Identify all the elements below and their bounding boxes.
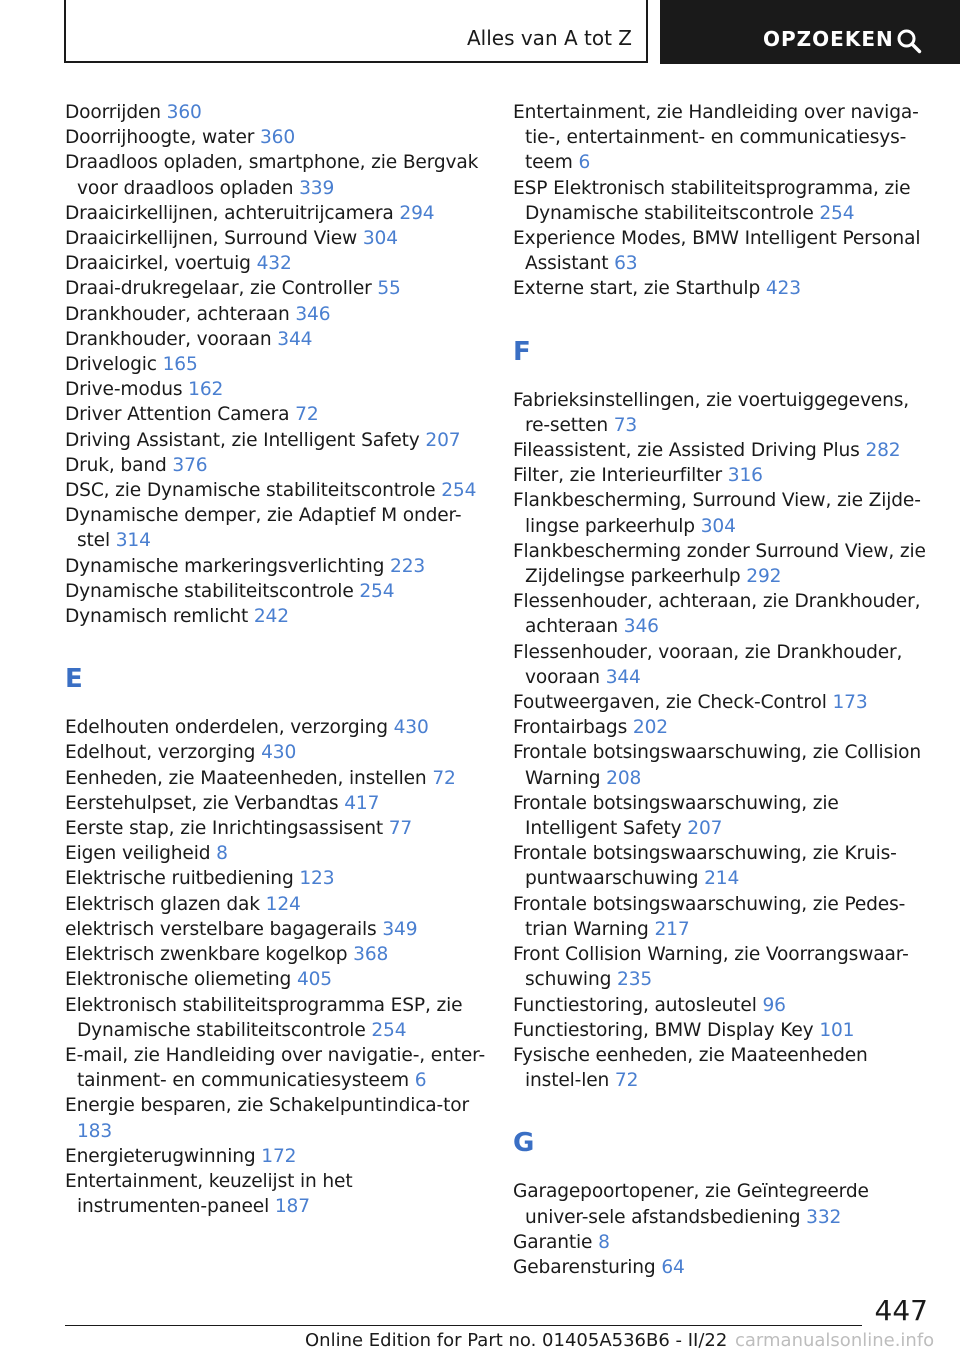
page-link[interactable]: 162 bbox=[188, 379, 224, 401]
page-link[interactable]: 405 bbox=[296, 969, 332, 991]
index-entry-term: Drankhouder, vooraan bbox=[65, 328, 278, 350]
page-link[interactable]: 282 bbox=[865, 440, 901, 462]
index-entry bbox=[513, 438, 928, 463]
page-link[interactable]: 208 bbox=[606, 767, 642, 789]
index-entry-term: Dynamische markeringsverlichting bbox=[65, 555, 391, 577]
index-entry bbox=[65, 503, 485, 553]
page-link[interactable]: 63 bbox=[614, 253, 638, 275]
index-entry-term: Gebarensturing bbox=[513, 1256, 662, 1278]
index-entry bbox=[65, 740, 485, 765]
index-entry bbox=[65, 1093, 485, 1143]
index-entry-term: Elektrisch glazen dak bbox=[65, 893, 266, 915]
index-entry-term: Driver Attention Camera bbox=[65, 404, 296, 426]
index-entry-term: Drivelogic bbox=[65, 354, 163, 376]
index-entry-term: Garagepoortopener, zie Geïntegreerde univer-sele afstandsbediening bbox=[513, 1181, 869, 1228]
index-column-left bbox=[65, 100, 485, 1219]
page-link[interactable]: 73 bbox=[613, 414, 638, 436]
index-entry-term: Elektronische oliemeting bbox=[65, 969, 297, 991]
index-entry-term: Draaicirkellijnen, Surround View bbox=[65, 228, 363, 250]
page-link[interactable]: 417 bbox=[344, 792, 380, 814]
index-entry bbox=[65, 100, 485, 125]
index-entry-term: Fabrieksinstellingen, zie voertuiggegevens, re-setten bbox=[513, 389, 910, 436]
index-entry bbox=[65, 1144, 485, 1169]
index-entry-term: Drankhouder, achteraan bbox=[65, 303, 296, 325]
index-entry bbox=[513, 740, 928, 790]
index-entry-term: elektrisch verstelbare bagagerails bbox=[65, 918, 383, 940]
search-label: OPZOEKEN bbox=[763, 27, 894, 51]
index-entry-term: Flankbescherming, Surround View, zie Zijde-lingse parkeerhulp bbox=[513, 490, 921, 537]
index-entry-term: Draadloos opladen, smartphone, zie Bergvak voor draadloos opladen bbox=[65, 152, 479, 199]
index-entry-term: Entertainment, zie Handleiding over naviga-tie-, entertainment- en communicatiesys-teem bbox=[513, 102, 919, 174]
page-link[interactable]: 217 bbox=[654, 918, 690, 940]
page-link[interactable]: 64 bbox=[661, 1256, 685, 1278]
page-link[interactable]: 123 bbox=[299, 868, 335, 890]
index-entry-term: Dynamische stabiliteitscontrole bbox=[65, 580, 360, 602]
page-link[interactable]: 360 bbox=[166, 102, 202, 123]
page-link[interactable]: 376 bbox=[172, 454, 208, 476]
page-link[interactable]: 349 bbox=[382, 918, 418, 940]
index-entry-term: E-mail, zie Handleiding over navigatie-, enter-tainment- en communicatiesysteem bbox=[65, 1044, 486, 1092]
page-link[interactable]: 339 bbox=[299, 177, 335, 199]
page-link[interactable]: 77 bbox=[388, 818, 413, 840]
index-entry bbox=[513, 791, 928, 841]
page-link[interactable]: 72 bbox=[614, 1070, 639, 1092]
page-link[interactable]: 432 bbox=[256, 253, 292, 275]
index-entry bbox=[65, 993, 485, 1043]
index-entry bbox=[513, 715, 928, 740]
section-tab[interactable] bbox=[64, 0, 648, 63]
index-entry bbox=[65, 1169, 485, 1219]
page-link[interactable]: 346 bbox=[295, 303, 331, 325]
page-link[interactable]: 368 bbox=[353, 944, 389, 966]
index-entry bbox=[513, 892, 928, 942]
page-link[interactable]: 55 bbox=[377, 278, 401, 300]
index-entry bbox=[65, 967, 485, 992]
page-link[interactable]: 314 bbox=[115, 530, 151, 552]
index-entry bbox=[513, 463, 928, 488]
index-entry bbox=[65, 125, 485, 150]
index-entry bbox=[513, 589, 928, 639]
index-entry bbox=[513, 1018, 928, 1043]
index-entry-term: Doorrijhoogte, water bbox=[65, 127, 260, 149]
index-entry-term: Draaicirkel, voertuig bbox=[65, 253, 257, 275]
index-entry-term: Garantie bbox=[513, 1231, 599, 1253]
page-link[interactable]: 6 bbox=[578, 152, 591, 174]
page-link[interactable]: 6 bbox=[414, 1070, 427, 1092]
page-link[interactable]: 242 bbox=[253, 606, 289, 628]
index-entry-term: Functiestoring, BMW Display Key bbox=[513, 1019, 820, 1041]
index-entry bbox=[513, 1230, 928, 1255]
index-entry bbox=[65, 251, 485, 276]
index-entry-term: ESP Elektronisch stabiliteitsprogramma, zie Dynamische stabiliteitscontrole bbox=[513, 177, 911, 224]
index-entry bbox=[65, 579, 485, 604]
index-entry bbox=[65, 917, 485, 942]
index-entry-term: Flankbescherming zonder Surround View, zie Zijdelingse parkeerhulp bbox=[513, 540, 926, 588]
page-link[interactable]: 207 bbox=[425, 429, 461, 451]
index-entry bbox=[65, 276, 485, 301]
index-entry-term: Elektrisch zwenkbare kogelkop bbox=[65, 944, 354, 966]
index-entry bbox=[513, 993, 928, 1018]
index-entry-term: Edelhouten onderdelen, verzorging bbox=[65, 717, 394, 739]
index-entry-term: Eerstehulpset, zie Verbandtas bbox=[65, 792, 345, 814]
page-link[interactable]: 360 bbox=[260, 127, 296, 149]
index-entry bbox=[65, 942, 485, 967]
index-entry-term: Frontale botsingswaarschuwing, zie Intelligent Safety bbox=[513, 792, 839, 840]
page-link[interactable]: 254 bbox=[441, 480, 477, 502]
index-entry-term: Frontale botsingswaarschuwing, zie Collision Warning bbox=[513, 742, 921, 789]
page-link[interactable]: 332 bbox=[806, 1206, 842, 1228]
index-entry bbox=[65, 402, 485, 427]
index-entry-term: Eigen veiligheid bbox=[65, 843, 217, 865]
page-link[interactable]: 101 bbox=[819, 1019, 855, 1041]
index-entry bbox=[513, 176, 928, 226]
index-entry bbox=[65, 302, 485, 327]
page-link[interactable]: 8 bbox=[216, 843, 228, 865]
index-entry-term: Eerste stap, zie Inrichtingsassisent bbox=[65, 818, 389, 840]
index-entry-term: Edelhout, verzorging bbox=[65, 742, 262, 764]
index-letter-heading: E bbox=[65, 664, 83, 695]
footer-watermark: carmanualsonline.info bbox=[735, 1330, 935, 1351]
footer-edition: Online Edition for Part no. 01405A536B6 - II/22 bbox=[305, 1330, 728, 1351]
index-entry bbox=[513, 488, 928, 538]
index-entry bbox=[65, 428, 485, 453]
index-entry bbox=[65, 866, 485, 891]
index-entry bbox=[513, 100, 928, 176]
page-link[interactable]: 344 bbox=[605, 666, 641, 688]
page-link[interactable]: 430 bbox=[261, 742, 297, 764]
index-entry bbox=[513, 1043, 928, 1093]
page-link[interactable]: 96 bbox=[762, 994, 786, 1016]
index-entry bbox=[65, 150, 485, 200]
page-link[interactable]: 124 bbox=[265, 893, 301, 915]
page-link[interactable]: 214 bbox=[704, 868, 740, 890]
page-link[interactable]: 292 bbox=[746, 566, 782, 588]
index-entry bbox=[513, 1255, 928, 1280]
index-entry-term: Fileassistent, zie Assisted Driving Plus bbox=[513, 440, 866, 462]
index-entry-term: Filter, zie Interieurfilter bbox=[513, 465, 728, 487]
page-link[interactable]: 254 bbox=[371, 1019, 407, 1041]
index-entry bbox=[513, 640, 928, 690]
index-entry bbox=[65, 226, 485, 251]
index-entry bbox=[65, 554, 485, 579]
index-entry-term: Energie besparen, zie Schakelpuntindica-tor bbox=[65, 1095, 469, 1117]
index-entry bbox=[65, 766, 485, 791]
index-entry-term: Externe start, zie Starthulp bbox=[513, 278, 766, 300]
index-entry bbox=[65, 478, 485, 503]
page-link[interactable]: 165 bbox=[162, 354, 198, 376]
index-entry bbox=[65, 715, 485, 740]
page-link[interactable]: 346 bbox=[623, 616, 659, 638]
search-icon bbox=[896, 28, 922, 54]
index-entry bbox=[513, 388, 928, 438]
index-entry bbox=[513, 226, 928, 276]
index-entry-term: Foutweergaven, zie Check-Control bbox=[513, 692, 833, 714]
page-link[interactable]: 72 bbox=[295, 404, 319, 426]
index-entry bbox=[65, 352, 485, 377]
index-entry bbox=[513, 841, 928, 891]
page-link[interactable]: 207 bbox=[687, 818, 723, 840]
page-link[interactable]: 187 bbox=[274, 1196, 310, 1218]
index-entry bbox=[65, 841, 485, 866]
page-link[interactable]: 254 bbox=[359, 580, 395, 602]
index-entry-term: Elektrische ruitbediening bbox=[65, 868, 300, 890]
index-entry bbox=[65, 816, 485, 841]
index-letter-heading: F bbox=[513, 336, 531, 367]
page-link[interactable]: 173 bbox=[832, 692, 868, 714]
page-link[interactable]: 172 bbox=[261, 1145, 297, 1167]
page-link[interactable]: 223 bbox=[390, 555, 426, 577]
index-entry bbox=[65, 327, 485, 352]
page-link[interactable]: 423 bbox=[765, 278, 801, 300]
index-entry bbox=[65, 791, 485, 816]
index-entry bbox=[513, 690, 928, 715]
page-number: 447 bbox=[874, 1294, 928, 1327]
index-entry-term: Fysische eenheden, zie Maateenheden instel-len bbox=[513, 1044, 868, 1092]
index-entry-term: Flessenhouder, vooraan, zie Drankhouder, vooraan bbox=[513, 641, 903, 688]
index-entry bbox=[65, 892, 485, 917]
index-entry bbox=[513, 539, 928, 589]
index-entry bbox=[513, 942, 928, 992]
index-entry-term: Doorrijden bbox=[65, 102, 167, 123]
index-entry bbox=[65, 604, 485, 629]
page-link[interactable]: 72 bbox=[432, 767, 456, 789]
index-entry-term: Draaicirkellijnen, achteruitrijcamera bbox=[65, 202, 400, 224]
page-link[interactable]: 8 bbox=[598, 1231, 610, 1253]
index-entry bbox=[513, 276, 928, 301]
index-entry-term: Dynamisch remlicht bbox=[65, 606, 254, 628]
index-entry-term: Functiestoring, autosleutel bbox=[513, 994, 763, 1016]
index-entry-term: Frontairbags bbox=[513, 717, 633, 739]
index-entry-term: Front Collision Warning, zie Voorrangswaar-schuwing bbox=[513, 944, 909, 991]
index-entry-term: Druk, band bbox=[65, 454, 173, 476]
index-entry-term: Drive-modus bbox=[65, 379, 189, 401]
page-link[interactable]: 304 bbox=[362, 228, 398, 250]
page-link[interactable]: 344 bbox=[277, 328, 313, 350]
index-entry-term: Dynamische demper, zie Adaptief M onder-stel bbox=[65, 505, 462, 552]
index-entry bbox=[65, 453, 485, 478]
page-link[interactable]: 235 bbox=[617, 969, 653, 991]
page-link[interactable]: 254 bbox=[819, 202, 855, 224]
page-link[interactable]: 430 bbox=[393, 717, 429, 739]
index-entry-term: Energieterugwinning bbox=[65, 1145, 262, 1167]
index-entry bbox=[513, 1179, 928, 1229]
index-entry-term: Driving Assistant, zie Intelligent Safety bbox=[65, 429, 426, 451]
index-entry bbox=[65, 201, 485, 226]
page-link[interactable]: 294 bbox=[399, 202, 435, 224]
page-link[interactable]: 316 bbox=[727, 465, 763, 487]
index-entry-term: Elektronisch stabiliteitsprogramma ESP, zie Dynamische stabiliteitscontrole bbox=[65, 994, 463, 1041]
index-entry-term: Entertainment, keuzelijst in het instrumenten-paneel bbox=[65, 1170, 353, 1218]
index-entry-term: Flessenhouder, achteraan, zie Drankhouder, achteraan bbox=[513, 591, 921, 638]
page-header bbox=[0, 0, 960, 66]
page-link[interactable]: 304 bbox=[700, 515, 736, 537]
page-link[interactable]: 183 bbox=[77, 1120, 113, 1142]
search-button[interactable] bbox=[660, 0, 960, 64]
index-letter-heading: G bbox=[513, 1128, 535, 1159]
index-entry-term: Frontale botsingswaarschuwing, zie Kruis-puntwaarschuwing bbox=[513, 843, 897, 890]
index-entry bbox=[65, 1043, 485, 1093]
index-entry bbox=[65, 377, 485, 402]
index-column-right bbox=[513, 100, 928, 1280]
footer-divider bbox=[65, 1325, 862, 1326]
index-entry-term: DSC, zie Dynamische stabiliteitscontrole bbox=[65, 480, 442, 502]
index-entry-term: Frontale botsingswaarschuwing, zie Pedes-trian Warning bbox=[513, 893, 906, 940]
index-entry-term: Eenheden, zie Maateenheden, instellen bbox=[65, 767, 433, 789]
section-title: Alles van A tot Z bbox=[466, 26, 632, 50]
index-entry-term: Draai-drukregelaar, zie Controller bbox=[65, 278, 378, 300]
page-link[interactable]: 202 bbox=[632, 717, 668, 739]
index-entry-term: Experience Modes, BMW Intelligent Personal Assistant bbox=[513, 228, 921, 275]
